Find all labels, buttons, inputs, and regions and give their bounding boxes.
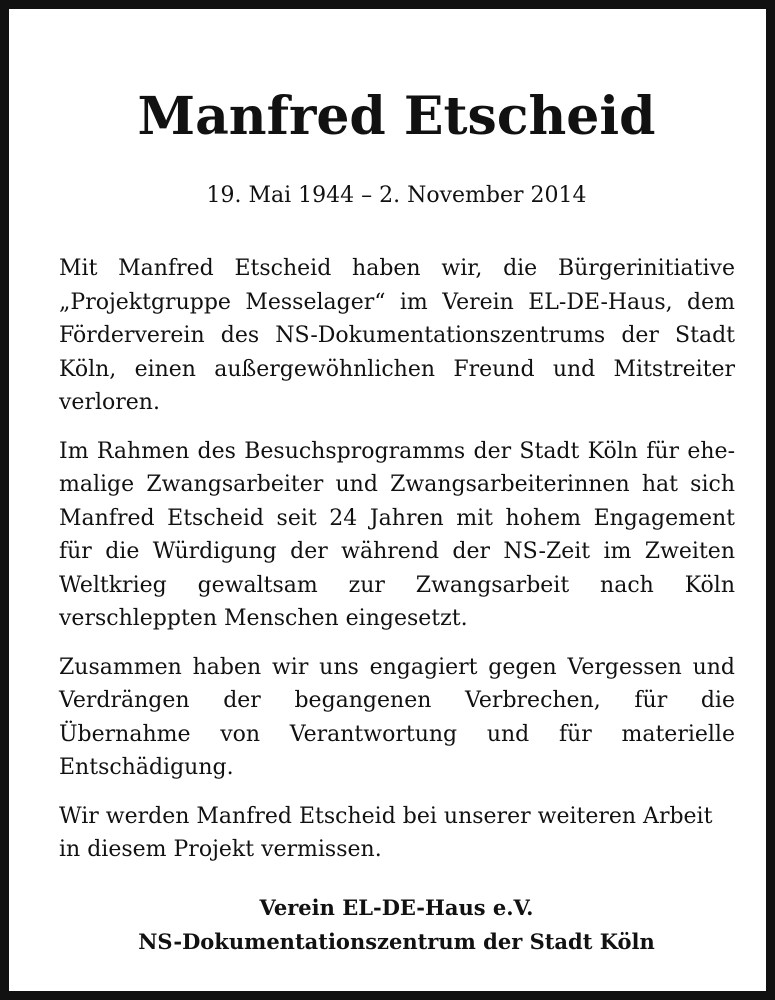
paragraph-tribute: Mit Manfred Etscheid haben wir, die Bürgerinitiative „Projektgruppe Messelager“ im Verein EL-DE-Haus, dem Förderverein des NS-Dokumentationszentrums der Stadt Köln, einen außergewöhnlichen Freund und Mitstreiter verloren. [59, 256, 735, 415]
deceased-name: Manfred Etscheid [137, 86, 656, 147]
signature-line-center: NS-Dokumentationszentrum der Stadt Köln [138, 929, 655, 954]
signature-line-association: Verein EL-DE-Haus e.V. [259, 895, 534, 920]
paragraph-engagement: Im Rahmen des Besuchsprogramms der Stadt Köln für ehemalige Zwangsarbeiter und Zwangsarbeiterinnen hat sich Manfred Etscheid seit 24 Jahren mit hohem Engagement für die Würdigung der während der NS-Zeit im Zweiten Weltkrieg gewaltsam zur Zwangsarbeit nach Köln verschleppten Menschen eingesetzt. [59, 438, 735, 631]
notice-body [59, 252, 735, 882]
life-dates: 19. Mai 1944 – 2. November 2014 [206, 183, 587, 208]
paragraph-farewell: Wir werden Manfred Etscheid bei unserer weiteren Arbeit in diesem Projekt vermissen. [59, 803, 713, 862]
signature-block [9, 891, 775, 959]
paragraph-commitment: Zusammen haben wir uns engagiert gegen Vergessen und Verdrängen der begangenen Verbrechen, für die Übernahme von Verantwortung und für materielle Entschädigung. [59, 654, 735, 780]
